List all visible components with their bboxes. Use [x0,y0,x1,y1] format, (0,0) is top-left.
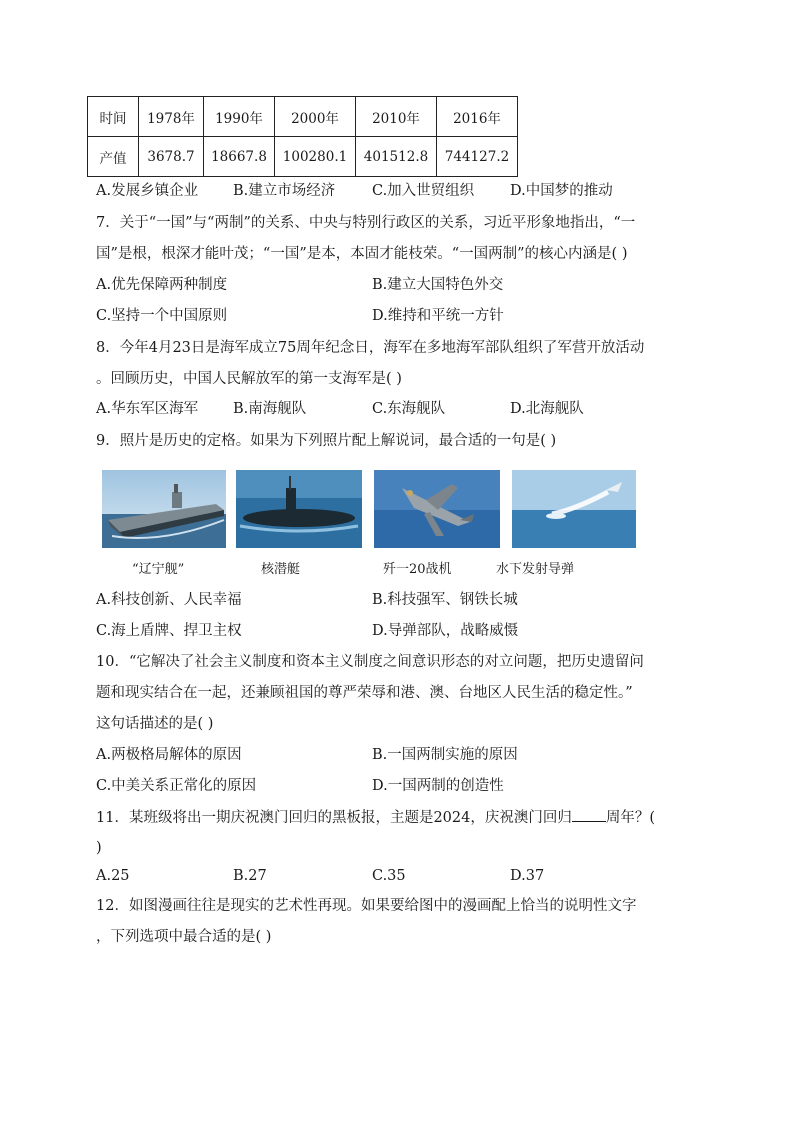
q11-option-d: D.37 [510,868,545,884]
q10-option-a: A.两极格局解体的原因 [96,747,242,763]
table-cell: 744127.2 [437,137,518,177]
underwater-missile-launch-photo [512,470,636,548]
q10-option-b: B.一国两制实施的原因 [372,747,518,763]
q6-option-b: B.建立市场经济 [233,183,336,199]
q7-option-a: A.优先保障两种制度 [96,277,228,293]
q9-option-d: D.导弹部队，战略威慑 [372,623,519,639]
q11-stem-line2: ) [96,840,102,856]
q8-stem-line1: 8．今年4月23日是海军成立75周年纪念日，海军在多地海军部队组织了军营开放活动 [96,340,645,356]
q6-option-c: C.加入世贸组织 [372,183,475,199]
q7-option-b: B.建立大国特色外交 [372,277,504,293]
q11-option-b: B.27 [233,868,267,884]
table-cell: 2010年 [356,97,437,137]
q8-stem-line2: 。回顾历史，中国人民解放军的第一支海军是( ) [96,371,402,387]
table-header-cell: 时间 [88,97,139,137]
q12-stem-line1: 12．如图漫画往往是现实的艺术性再现。如果要给图中的漫画配上恰当的说明性文字 [96,898,637,914]
table-row [88,97,518,137]
j20-fighter-photo [374,470,500,548]
q9-stem: 9．照片是历史的定格。如果为下列照片配上解说词，最合适的一句是( ) [96,433,557,449]
aircraft-carrier-photo [102,470,226,548]
q8-option-b: B.南海舰队 [233,401,307,417]
table-cell: 100280.1 [275,137,356,177]
table-header-cell: 产值 [88,137,139,177]
q11-option-a: A.25 [96,868,130,884]
q7-stem-line2: 国”是根，根深才能叶茂；“一国”是本，本固才能枝荣。“一国两制”的核心内涵是( ) [96,246,628,262]
q10-stem-line3: 这句话描述的是( ) [96,716,214,732]
q6-option-a: A.发展乡镇企业 [96,183,199,199]
answer-blank [572,807,606,822]
photo-caption: 歼一20战机 [383,562,452,577]
q9-option-b: B.科技强军、钢铁长城 [372,592,518,608]
table-cell: 2016年 [437,97,518,137]
q8-option-d: D.北海舰队 [510,401,584,417]
q6-option-d: D.中国梦的推动 [510,183,613,199]
q11-option-c: C.35 [372,868,406,884]
table-cell: 1990年 [204,97,275,137]
q10-option-d: D.一国两制的创造性 [372,778,504,794]
q8-option-c: C.东海舰队 [372,401,446,417]
q7-option-c: C.坚持一个中国原则 [96,308,228,324]
q10-stem-line1: 10．“它解决了社会主义制度和资本主义制度之间意识形态的对立问题，把历史遗留问 [96,654,644,670]
table-cell: 3678.7 [139,137,204,177]
q7-option-d: D.维持和平统一方针 [372,308,504,324]
q11-stem-line1 [96,807,655,828]
table-row [88,137,518,177]
photo-caption: 核潜艇 [261,562,301,577]
q11-stem-text: 11．某班级将出一期庆祝澳门回归的黑板报，主题是2024，庆祝澳门回归 [96,810,572,826]
photo-caption: “辽宁舰” [132,562,185,577]
table-cell: 2000年 [275,97,356,137]
q9-option-a: A.科技创新、人民幸福 [96,592,242,608]
q8-option-a: A.华东军区海军 [96,401,199,417]
table-cell: 18667.8 [204,137,275,177]
nuclear-submarine-photo [236,470,362,548]
q10-option-c: C.中美关系正常化的原因 [96,778,257,794]
q11-stem-text-end: 周年？( [605,810,656,826]
data-table [87,96,518,177]
q10-stem-line2: 题和现实结合在一起，还兼顾祖国的尊严荣辱和港、澳、台地区人民生活的稳定性。” [96,685,633,701]
table-cell: 1978年 [139,97,204,137]
q7-stem-line1: 7．关于“一国”与“两制”的关系、中央与特别行政区的关系，习近平形象地指出，“一 [96,215,636,231]
q9-option-c: C.海上盾牌、捍卫主权 [96,623,242,639]
q12-stem-line2: ，下列选项中最合适的是( ) [96,929,272,945]
table-cell: 401512.8 [356,137,437,177]
photo-caption: 水下发射导弹 [496,562,575,577]
